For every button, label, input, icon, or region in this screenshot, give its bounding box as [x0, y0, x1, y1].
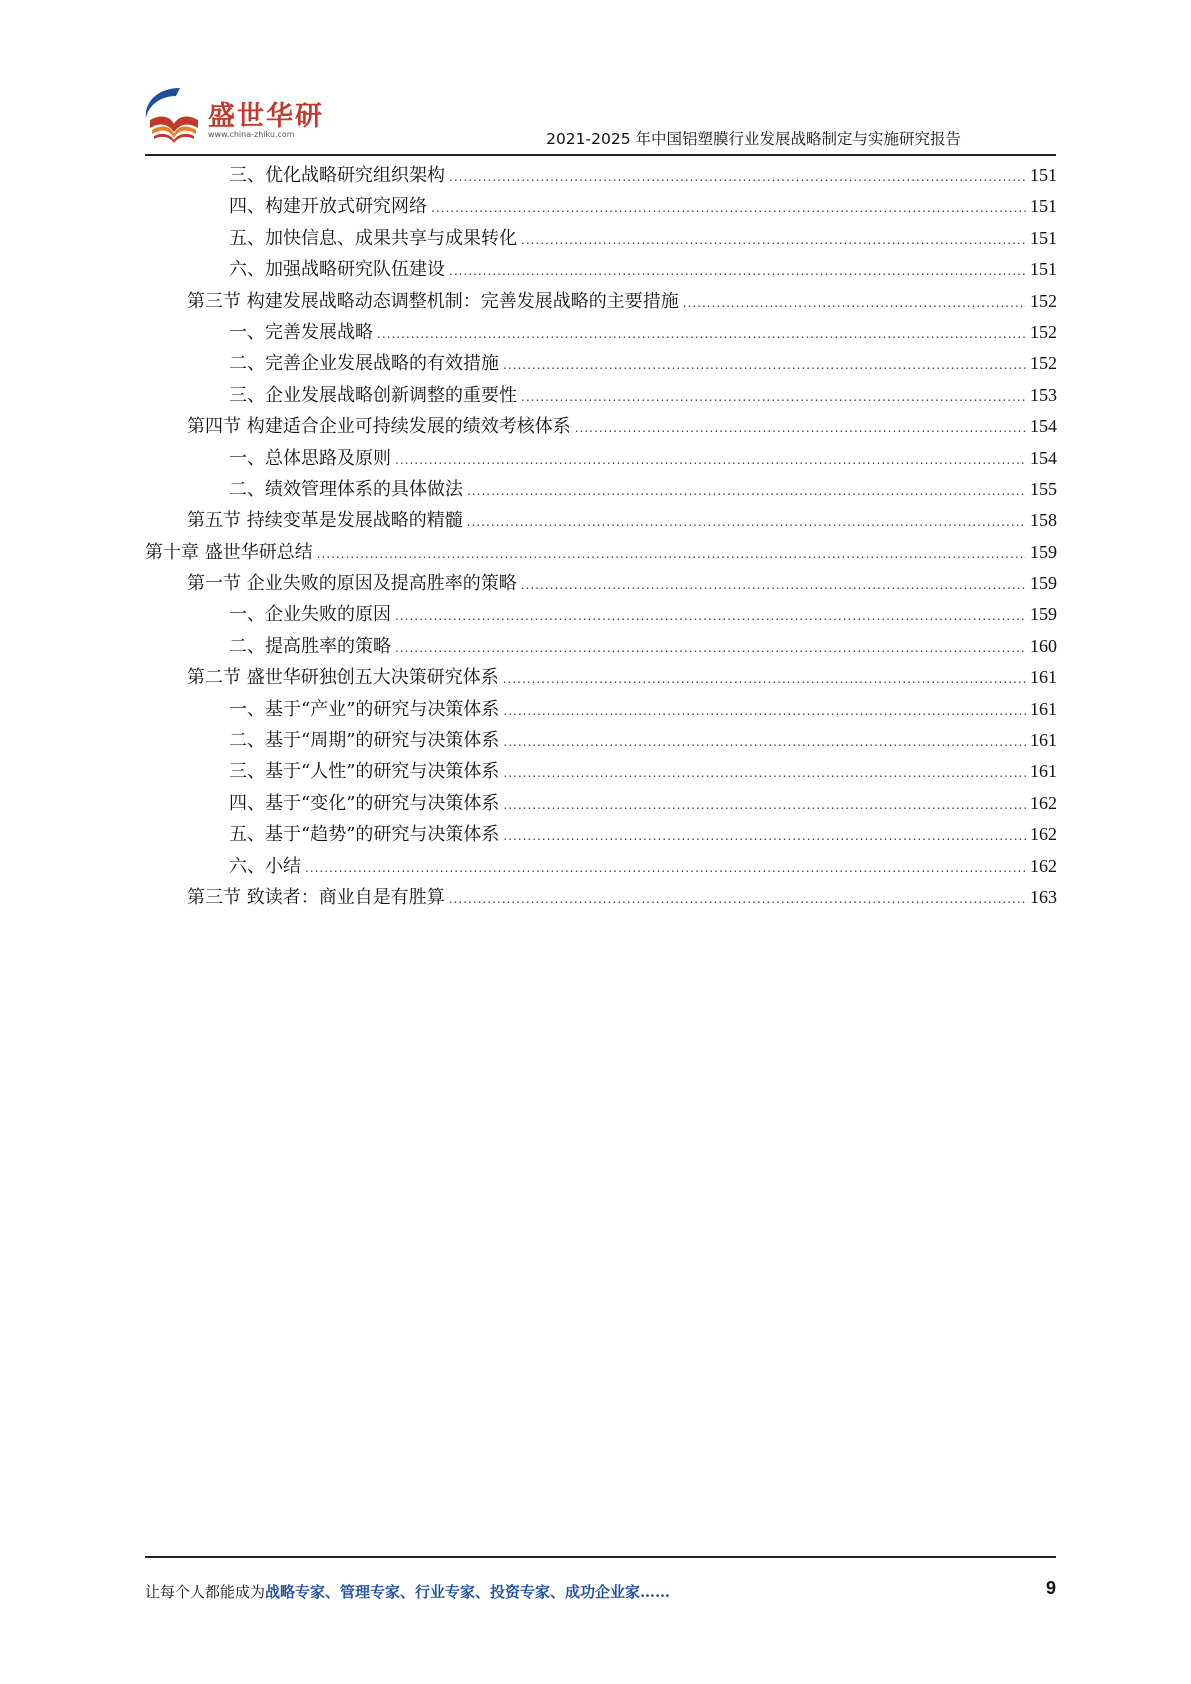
toc-entry[interactable]	[145, 411, 1057, 442]
toc-entry-page: 152	[1030, 321, 1057, 342]
toc-entry[interactable]	[145, 631, 1057, 662]
logo-url: www.china-zhiku.com	[208, 130, 295, 139]
toc-entry-page: 151	[1030, 165, 1057, 185]
toc-entry[interactable]	[145, 443, 1057, 474]
toc-entry-page: 155	[1030, 478, 1057, 499]
toc-dot-leader	[305, 853, 1026, 884]
toc-entry[interactable]	[145, 474, 1057, 505]
toc-dot-leader	[467, 476, 1026, 507]
logo-name: 盛世华研	[208, 101, 324, 132]
toc-entry-page: 151	[1030, 196, 1057, 217]
toc-dot-leader	[377, 319, 1026, 350]
toc-entry-page: 162	[1030, 855, 1057, 876]
toc-entry-title: 一、基于“产业”的研究与决策体系	[229, 698, 500, 720]
toc-entry-title: 一、企业失败的原因	[229, 604, 391, 626]
toc-entry-page: 161	[1030, 698, 1057, 719]
toc-entry[interactable]	[145, 788, 1057, 819]
toc-dot-leader	[503, 664, 1026, 695]
toc-entry[interactable]	[145, 725, 1057, 756]
header-divider	[145, 154, 1056, 156]
company-logo	[140, 84, 330, 148]
toc-entry-title: 第三节 致读者：商业自是有胜算	[187, 886, 445, 908]
toc-dot-leader	[395, 601, 1026, 632]
toc-entry-page: 154	[1030, 416, 1057, 437]
footer-slogan-roles: 战略专家、管理专家、行业专家、投资专家、成功企业家……	[265, 1583, 671, 1601]
toc-entry-title: 二、完善企业发展战略的有效措施	[229, 353, 499, 375]
toc-dot-leader	[521, 570, 1026, 601]
toc-entry-title: 一、完善发展战略	[229, 321, 373, 343]
toc-entry-page: 152	[1030, 290, 1057, 311]
toc-entry[interactable]	[145, 348, 1057, 379]
footer-divider	[145, 1556, 1056, 1558]
toc-entry-page: 151	[1030, 227, 1057, 248]
toc-entry-page: 153	[1030, 384, 1057, 405]
footer-slogan	[145, 1581, 670, 1602]
table-of-contents	[145, 160, 1057, 913]
toc-entry[interactable]	[145, 505, 1057, 536]
toc-entry-title: 二、基于“周期”的研究与决策体系	[229, 730, 500, 752]
toc-dot-leader	[449, 162, 1026, 193]
toc-entry-title: 四、构建开放式研究网络	[229, 196, 427, 218]
toc-entry[interactable]	[145, 191, 1057, 222]
toc-dot-leader	[503, 790, 1026, 821]
toc-entry-page: 161	[1030, 667, 1057, 688]
footer-slogan-lead: 让每个人都能成为	[145, 1583, 266, 1601]
toc-entry[interactable]	[145, 851, 1057, 882]
toc-dot-leader	[503, 758, 1026, 789]
toc-entry-title: 二、绩效管理体系的具体做法	[229, 478, 463, 500]
toc-dot-leader	[449, 256, 1026, 287]
toc-entry-page: 158	[1030, 510, 1057, 531]
toc-entry-title: 五、基于“趋势”的研究与决策体系	[229, 824, 500, 846]
toc-entry-title: 第五节 持续变革是发展战略的精髓	[187, 510, 463, 532]
toc-entry-page: 159	[1030, 573, 1057, 594]
toc-entry[interactable]	[145, 756, 1057, 787]
toc-entry-page: 154	[1030, 447, 1057, 468]
toc-dot-leader	[521, 382, 1026, 413]
toc-entry-page: 162	[1030, 824, 1057, 845]
toc-entry[interactable]	[145, 599, 1057, 630]
toc-entry-page: 162	[1030, 792, 1057, 813]
toc-entry-page: 159	[1030, 604, 1057, 625]
toc-entry[interactable]	[145, 160, 1057, 191]
toc-entry-title: 四、基于“变化”的研究与决策体系	[229, 792, 500, 814]
toc-entry[interactable]	[145, 882, 1057, 913]
toc-entry-title: 二、提高胜率的策略	[229, 635, 391, 657]
toc-entry[interactable]	[145, 662, 1057, 693]
page-number: 9	[1045, 1578, 1056, 1598]
toc-dot-leader	[317, 539, 1026, 570]
toc-entry-page: 163	[1030, 886, 1057, 907]
toc-entry[interactable]	[145, 223, 1057, 254]
toc-entry[interactable]	[145, 819, 1057, 850]
toc-entry-title: 一、总体思路及原则	[229, 447, 391, 469]
toc-dot-leader	[503, 821, 1026, 852]
toc-entry-title: 第一节 企业失败的原因及提高胜率的策略	[187, 573, 517, 595]
toc-dot-leader	[575, 413, 1026, 444]
toc-dot-leader	[521, 225, 1026, 256]
toc-dot-leader	[503, 350, 1026, 381]
toc-entry-title: 三、基于“人性”的研究与决策体系	[229, 761, 500, 783]
toc-entry[interactable]	[145, 568, 1057, 599]
toc-entry-title: 六、加强战略研究队伍建设	[229, 259, 445, 281]
toc-dot-leader	[395, 445, 1026, 476]
toc-entry-page: 159	[1030, 541, 1057, 562]
toc-entry-title: 第三节 构建发展战略动态调整机制：完善发展战略的主要措施	[187, 290, 679, 312]
toc-entry-page: 161	[1030, 730, 1057, 751]
toc-entry-title: 第四节 构建适合企业可持续发展的绩效考核体系	[187, 416, 571, 438]
toc-entry-page: 152	[1030, 353, 1057, 374]
toc-dot-leader	[449, 884, 1026, 915]
toc-entry-title: 三、企业发展战略创新调整的重要性	[229, 384, 517, 406]
toc-entry[interactable]	[145, 380, 1057, 411]
toc-entry-page: 160	[1030, 635, 1057, 656]
document-title: 2021-2025 年中国铝塑膜行业发展战略制定与实施研究报告	[546, 130, 961, 148]
toc-entry[interactable]	[145, 537, 1057, 568]
toc-dot-leader	[395, 633, 1026, 664]
toc-entry-title: 三、优化战略研究组织架构	[229, 165, 445, 186]
toc-dot-leader	[503, 696, 1026, 727]
toc-dot-leader	[503, 727, 1026, 758]
toc-entry[interactable]	[145, 254, 1057, 285]
toc-entry-page: 151	[1030, 259, 1057, 280]
toc-entry-title: 六、小结	[229, 855, 301, 877]
toc-entry-title: 第二节 盛世华研独创五大决策研究体系	[187, 667, 499, 689]
toc-dot-leader	[683, 288, 1026, 319]
toc-entry-title: 第十章 盛世华研总结	[145, 541, 313, 563]
toc-entry[interactable]	[145, 286, 1057, 317]
toc-entry[interactable]	[145, 317, 1057, 348]
toc-dot-leader	[467, 507, 1026, 538]
toc-entry-title: 五、加快信息、成果共享与成果转化	[229, 227, 517, 249]
toc-entry-page: 161	[1030, 761, 1057, 782]
book-logo-icon	[140, 84, 204, 148]
toc-entry[interactable]	[145, 694, 1057, 725]
toc-dot-leader	[431, 193, 1026, 224]
